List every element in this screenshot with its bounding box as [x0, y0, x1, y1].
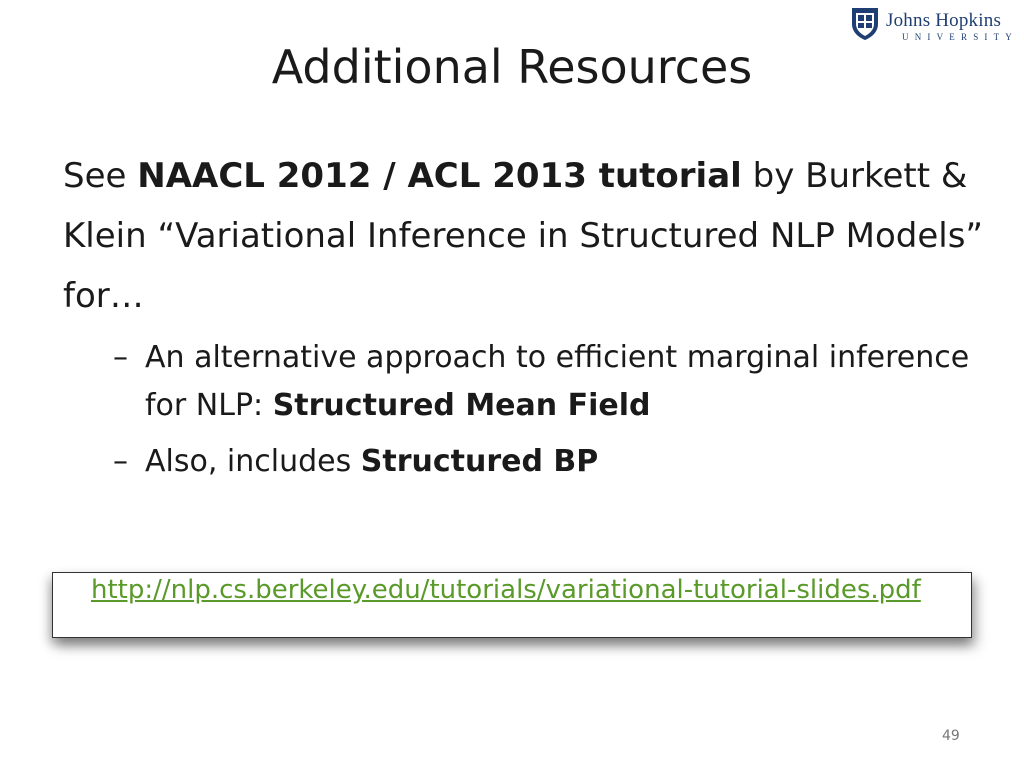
bullet-item [63, 334, 993, 430]
bullet-dash: – [113, 340, 128, 375]
tutorial-name: NAACL 2012 / ACL 2013 tutorial [137, 156, 742, 196]
slide-body [63, 146, 993, 486]
link-box [52, 572, 972, 638]
bullet-dash: – [113, 444, 128, 479]
bullet-bold: Structured BP [360, 444, 599, 479]
logo-name: Johns Hopkins [886, 10, 1002, 31]
bullet-bold: Structured Mean Field [272, 388, 651, 423]
bullet-text: Also, includes [145, 444, 361, 479]
intro-rest: by Burkett & Klein “Variational Inference in Structured NLP Models” for… [63, 156, 984, 316]
slide-title: Additional Resources [271, 40, 753, 94]
page-number: 49 [942, 728, 960, 744]
tutorial-slides-link[interactable]: http://nlp.cs.berkeley.edu/tutorials/variational-tutorial-slides.pdf [91, 575, 921, 605]
bullet-item [63, 438, 993, 486]
intro-paragraph [63, 146, 993, 326]
shield-icon [850, 6, 880, 42]
bullet-text: An alternative approach to efficient marginal inference for NLP: [145, 340, 970, 423]
logo-subtitle: UNIVERSITY [902, 32, 1018, 42]
intro-see: See [63, 156, 138, 196]
